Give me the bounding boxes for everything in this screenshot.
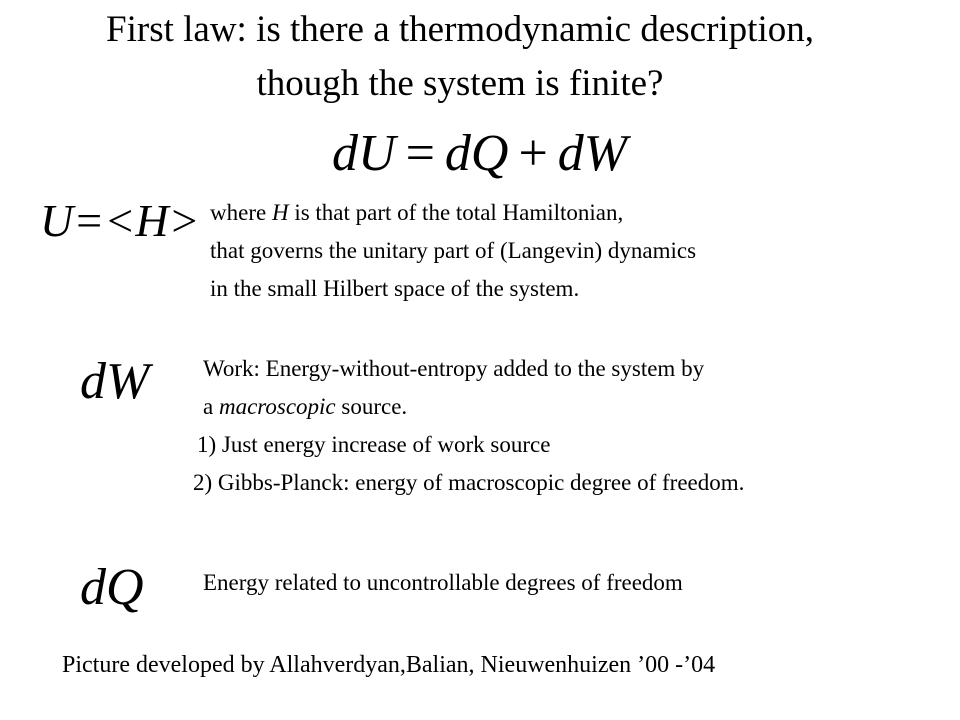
- work-line-2: [203, 390, 407, 424]
- work-item-1: 1) Just energy increase of work source: [197, 432, 551, 457]
- internal-energy-line-2: that governs the unitary part of (Langevin) dynamics: [210, 238, 697, 263]
- work-symbol: dW: [80, 353, 150, 410]
- credit-line: Picture developed by Allahverdyan,Balian, Nieuwenhuizen ’00 -’04: [62, 652, 716, 678]
- equation-equals: =: [405, 125, 435, 182]
- first-law-equation: [332, 124, 627, 184]
- work-line-2-pre: a: [203, 394, 219, 419]
- internal-energy-line-1-pre: where: [210, 200, 272, 225]
- hamiltonian-symbol: H: [271, 200, 289, 225]
- heat-line-1: Energy related to uncontrollable degrees of freedom: [203, 570, 683, 595]
- equation-lhs: dU: [332, 125, 396, 182]
- work-line-2-post: source.: [335, 394, 408, 419]
- equation-plus: +: [518, 125, 548, 182]
- slide-title-line-2: though the system is finite?: [256, 63, 664, 104]
- slide-title-line-1: First law: is there a thermodynamic description,: [106, 9, 814, 50]
- internal-energy-line-1: [210, 196, 623, 230]
- work-line-2-emphasis: macroscopic: [218, 394, 336, 419]
- internal-energy-expectation: =<H>: [73, 195, 200, 246]
- heat-symbol: dQ: [80, 559, 144, 616]
- work-line-1: Work: Energy-without-entropy added to the system by: [203, 356, 705, 381]
- internal-energy-line-1-post: is that part of the total Hamiltonian,: [288, 200, 624, 225]
- internal-energy-symbol: [40, 194, 200, 248]
- equation-heat-term: dQ: [444, 125, 509, 182]
- equation-work-term: dW: [557, 125, 628, 182]
- internal-energy-u: U: [40, 195, 74, 246]
- internal-energy-line-3: in the small Hilbert space of the system.: [210, 276, 580, 301]
- work-item-2: 2) Gibbs-Planck: energy of macroscopic degree of freedom.: [193, 470, 745, 495]
